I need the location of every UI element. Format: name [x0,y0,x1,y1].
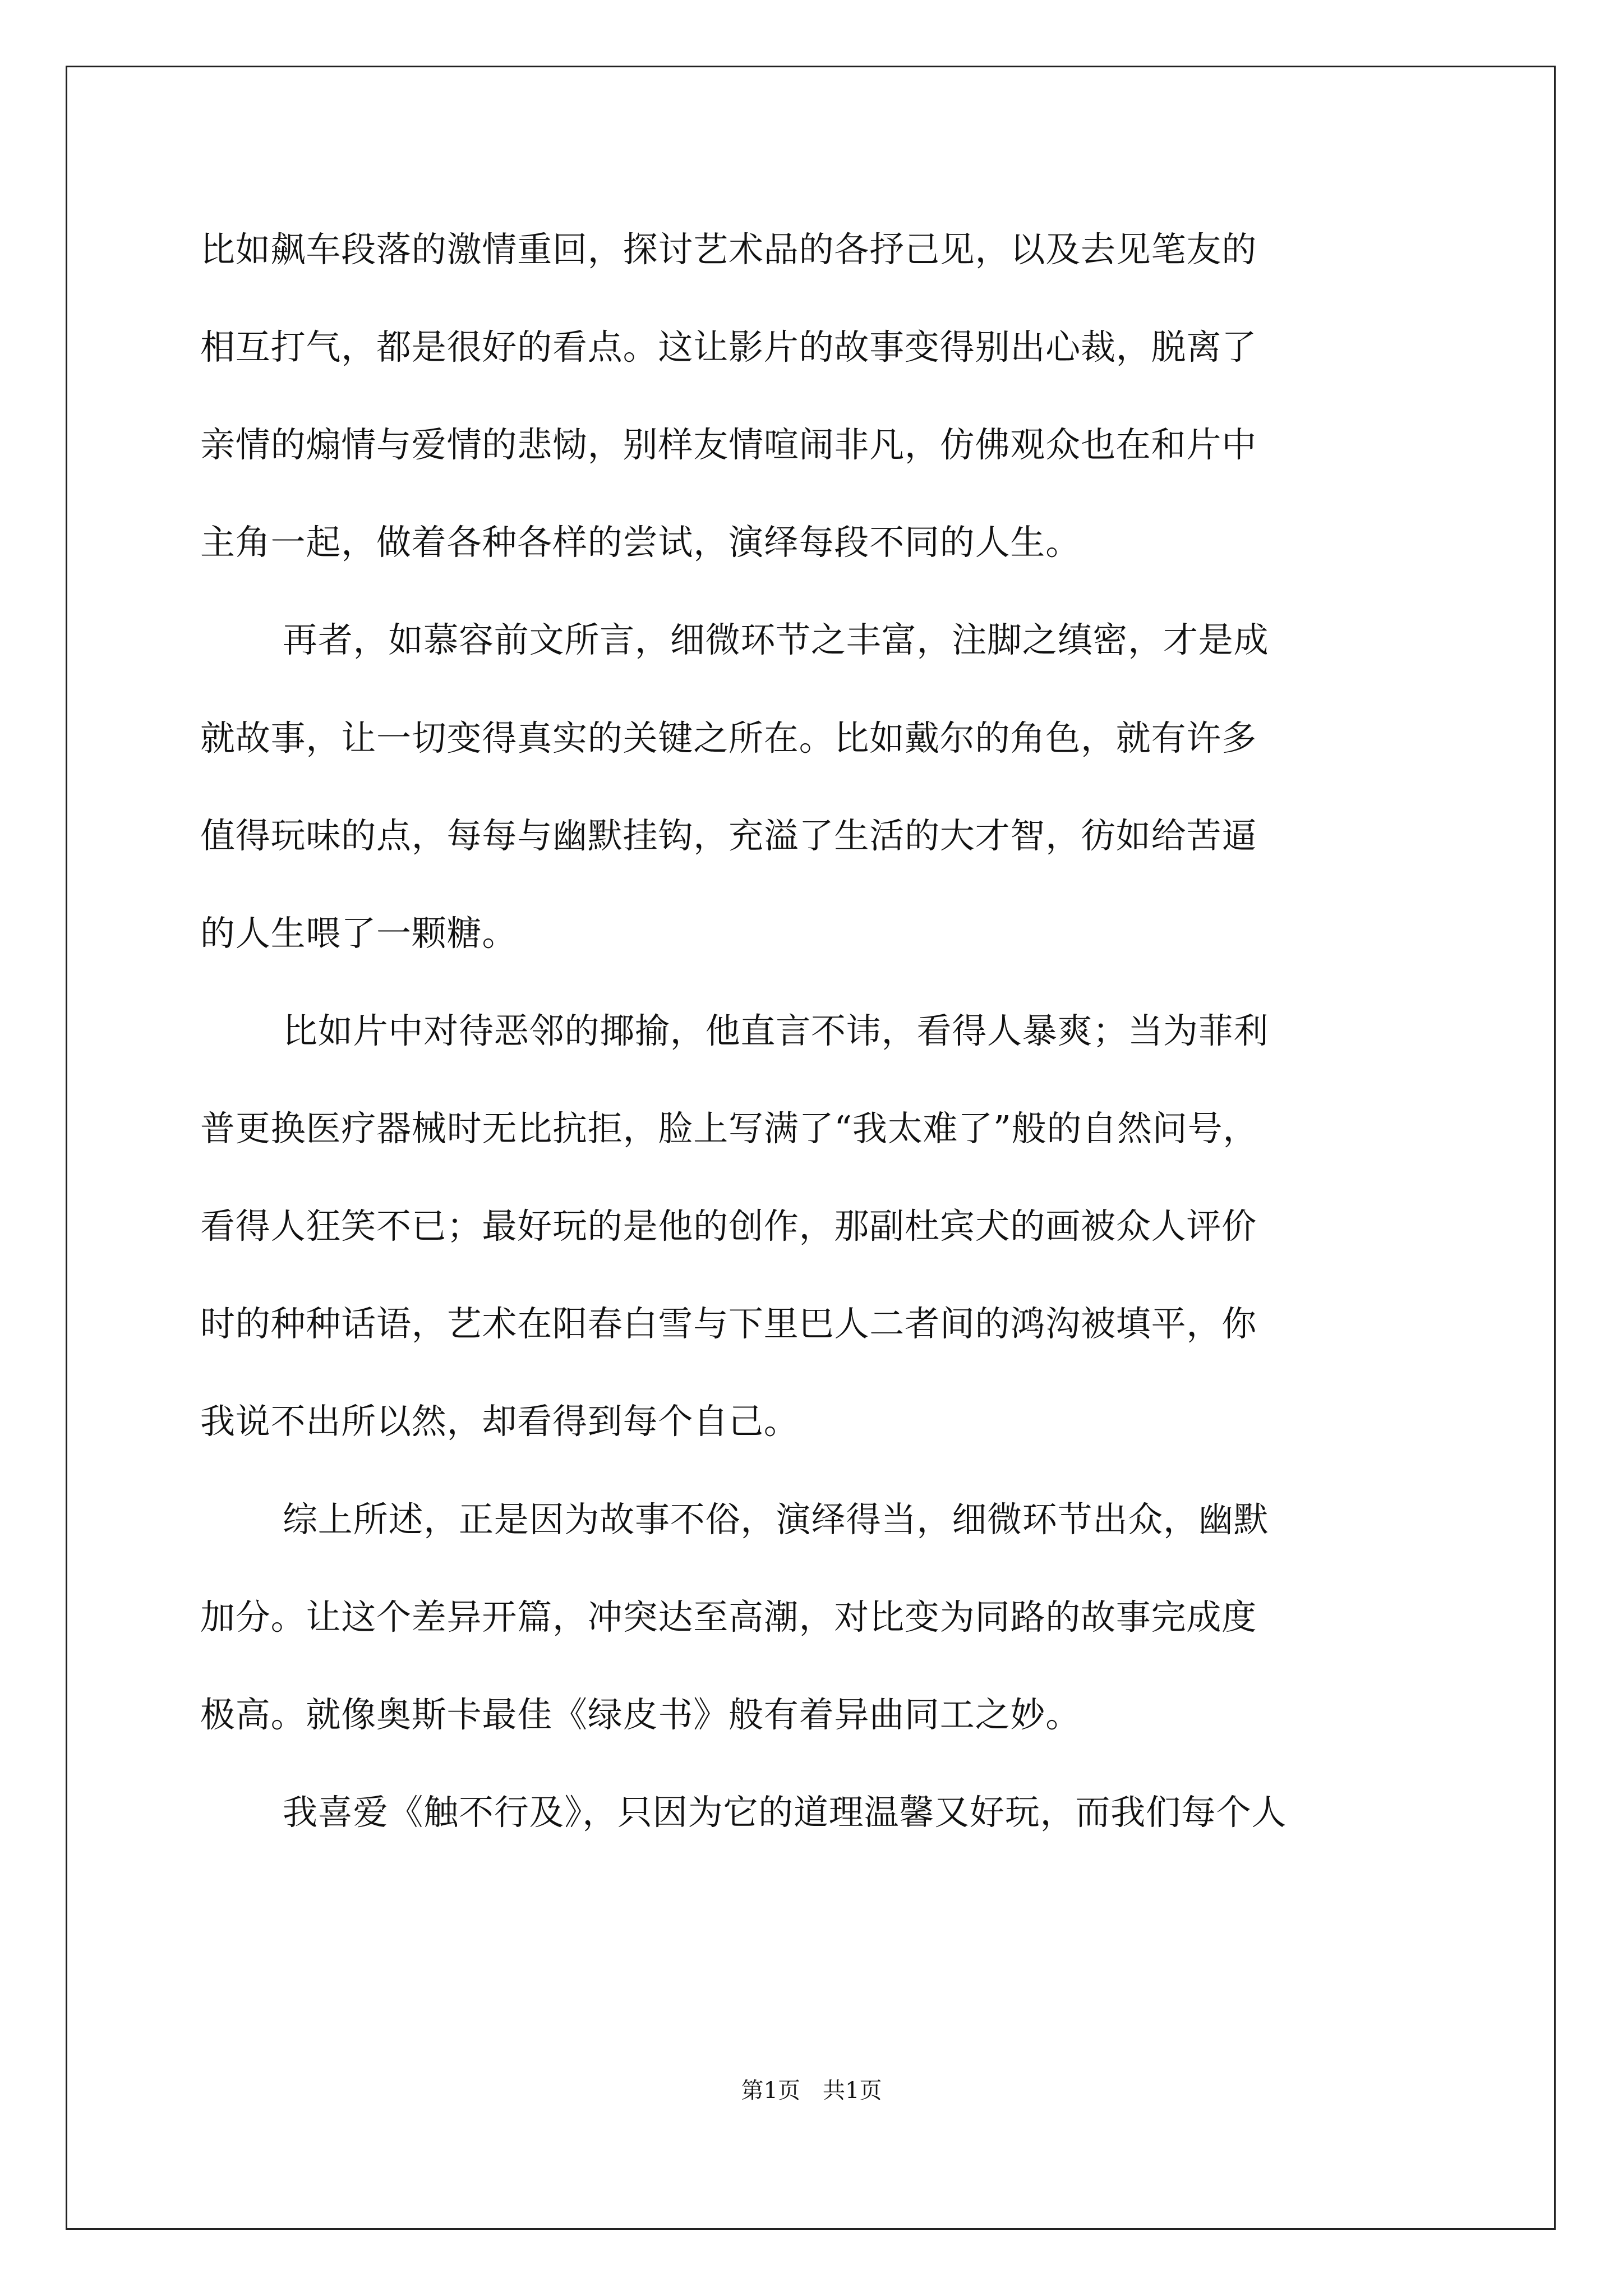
text-line: 就故事，让一切变得真实的关键之所在。比如戴尔的角色，就有许多 [200,717,1257,758]
text-line: 的人生喂了一颗糖。 [200,913,518,954]
text-line: 加分。让这个差异开篇，冲突达至高潮，对比变为同路的故事完成度 [200,1596,1257,1637]
text-line: 值得玩味的点，每每与幽默挂钩，充溢了生活的大才智，彷如给苦逼 [200,815,1257,856]
text-line: 时的种种话语，艺术在阳春白雪与下里巴人二者间的鸿沟被填平，你 [200,1303,1257,1344]
text-line: 亲情的煽情与爱情的悲恸，别样友情喧闹非凡，仿佛观众也在和片中 [200,424,1257,465]
text-line: 主角一起，做着各种各样的尝试，演绎每段不同的人生。 [200,522,1081,563]
text-line-paragraph-start: 比如片中对待恶邻的揶揄，他直言不讳，看得人暴爽；当为菲利 [283,1010,1269,1051]
page-footer [0,2074,1623,2108]
text-line: 普更换医疗器械时无比抗拒，脸上写满了“我太难了”般的自然问号， [200,1108,1258,1149]
text-line: 看得人狂笑不已；最好玩的是他的创作，那副杜宾犬的画被众人评价 [200,1205,1257,1246]
page-number: 第1页 [741,2078,800,2104]
text-line: 极高。就像奥斯卡最佳《绿皮书》般有着异曲同工之妙。 [200,1694,1081,1735]
text-line: 比如飙车段落的激情重回，探讨艺术品的各抒己见，以及去见笔友的 [200,229,1257,270]
text-line-paragraph-start: 我喜爱《触不行及》，只因为它的道理温馨又好玩，而我们每个人 [283,1792,1287,1833]
text-line: 我说不出所以然，却看得到每个自己。 [200,1401,799,1442]
text-line-paragraph-start: 再者，如慕容前文所言，细微环节之丰富，注脚之缜密，才是成 [283,619,1269,660]
text-line-paragraph-start: 综上所述，正是因为故事不俗，演绎得当，细微环节出众，幽默 [283,1499,1269,1540]
text-line: 相互打气，都是很好的看点。这让影片的故事变得别出心裁，脱离了 [200,326,1257,367]
page-total: 共1页 [823,2078,882,2104]
